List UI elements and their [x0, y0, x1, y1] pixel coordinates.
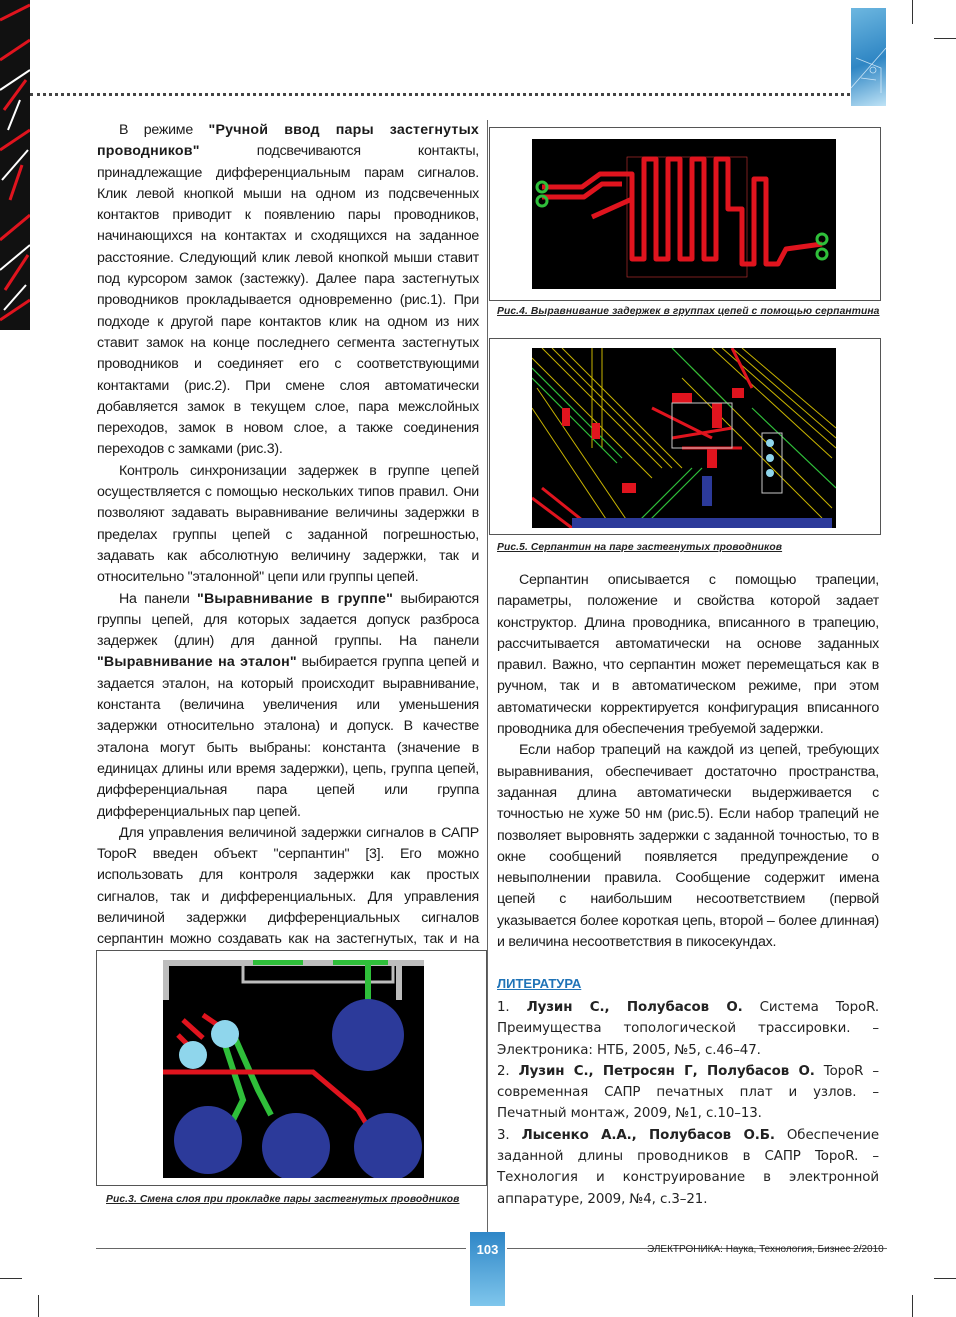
paragraph: Если набор трапеций на каждой из цепей, требующих выравнивания, обеспечивает достаточно пространства, заданная длина автоматически выдерживается с точностью не хуже 50 нм (рис.5). Если набор трапеций не позволяет выровнять задержки с заданной точностью, то в окне сообщений появляется предупреждение о невыполнении правила. Сообщение содержит имена цепей с наибольшим несоответствием (первой указывается более короткая цепь, второй – более длинная) и величина несоответствия в пикосекундах.	[497, 742, 879, 951]
header-dotted-rule	[30, 93, 850, 96]
decorative-side-stripe	[0, 0, 30, 330]
column-divider	[487, 120, 488, 1240]
figure-5	[489, 338, 881, 535]
figure-4	[489, 127, 881, 301]
crop-mark	[912, 1295, 913, 1317]
literature-heading: ЛИТЕРАТУРА	[497, 976, 582, 991]
paragraph: Серпантин описывается с помощью трапеции, параметры, положение и свойства которой задает конструктор. Длина проводника, вписанного в трапецию, рассчитывается автоматически на основе заданных правил. Важно, что серпантин может перемещаться как в ручном, так и в автоматическом режиме, при этом автоматически корректируется конфигурация вписанного проводника для обеспечения требуемой задержки.	[497, 572, 879, 738]
diff-pair-pcb-image	[532, 348, 836, 528]
corner-decoration	[851, 8, 886, 106]
journal-footer: ЭЛЕКТРОНИКА: Наука, Технология, Бизнес 2/2010	[647, 1244, 884, 1255]
crop-mark	[934, 1278, 956, 1279]
serpentine-pcb-image	[532, 139, 836, 289]
paragraph: В режиме "Ручной ввод пары застегнутых проводников" подсвечиваются контакты, принадлежащие дифференциальным парам сигналов. Клик левой кнопкой мыши на одном из подсвеченных контактов приводит к появлению пары проводников, начинающихся на контактах и сходящихся на заданное расстояние. Следующий клик левой кнопкой мыши ставит под курсором замок (застежку). Далее пара застегнутых проводников прокладывается одновременно (рис.1). При подходе к другой паре контактов клик на одном из них ставит замок на конце последнего сегмента застегнутых проводников и соединяет его с соответствующими контактами (рис.2). При смене слоя автоматически добавляется замок в текущем слое, пара межслойных переходов, замок в новом слое, а также соединения переходов с замками (рис.3).	[97, 122, 479, 458]
left-column	[97, 120, 479, 972]
crop-mark	[934, 38, 956, 39]
figure-3-caption: Рис.3. Смена слоя при прокладке пары застегнутых проводников	[106, 1194, 460, 1205]
paragraph: Контроль синхронизации задержек в группе цепей осуществляется с помощью нескольких типов правил. Они позволяют задавать выравнивание величины задержки в пределах группы цепей с заданной погрешностью, задавать как абсолютную величину задержки, так и относительно "эталонной" цепи или группы цепей.	[97, 462, 479, 586]
footer-rule	[96, 1248, 466, 1249]
crop-mark	[912, 0, 913, 24]
reference-item: 2. Лузин С., Петросян Г, Полубасов О. TopoR – современная САПР печатных плат и узлов. – Печатный монтаж, 2009, №1, с.10–13.	[497, 1063, 879, 1122]
layer-change-pcb-image	[163, 960, 424, 1178]
figure-5-caption: Рис.5. Серпантин на паре застегнутых проводников	[497, 542, 783, 553]
reference-list	[497, 997, 879, 1210]
reference-item: 3. Лысенко А.А., Полубасов О.Б. Обеспечение заданной длины проводников в САПР TopoR. – Технология и конструирование в электронной аппаратуре, 2009, №4, с.3–21.	[497, 1127, 879, 1207]
crop-mark	[38, 1295, 39, 1317]
paragraph: На панели "Выравнивание в группе" выбираются группы цепей, для которых задается допуск разброса задержек (длин) для данной группы. На панели "Выравнивание на эталон" выбирается группа цепей и задается эталон, на который происходит выравнивание, константа (величина увеличения или уменьшения задержки относительно эталона) и допуск. В качестве эталона могут быть выбраны: константа (значение в единицах длины или время задержки), цепь, группа цепей, дифференциальная пара цепей или группа дифференциальных пар цепей.	[97, 590, 480, 820]
right-column	[497, 570, 879, 953]
paragraph: Для управления величиной задержки сигналов в САПР TopoR введен объект "серпантин" [3]. Его можно использовать для контроля задержки как простых сигналов, так и дифференциальных. Для управления величиной задержки дифференциальных сигналов серпантин можно создавать как на застегнутых, так и на	[97, 824, 479, 948]
crop-mark	[0, 1278, 22, 1279]
figure-3	[96, 950, 487, 1186]
reference-item: 1. Лузин С., Полубасов О. Система TopoR. Преимущества топологической трассировки. – Электроника: НТБ, 2005, №5, с.46–47.	[497, 1000, 879, 1058]
figure-4-caption: Рис.4. Выравнивание задержек в группах цепей с помощью серпантина	[497, 306, 880, 317]
page-number: 103	[476, 1242, 499, 1257]
